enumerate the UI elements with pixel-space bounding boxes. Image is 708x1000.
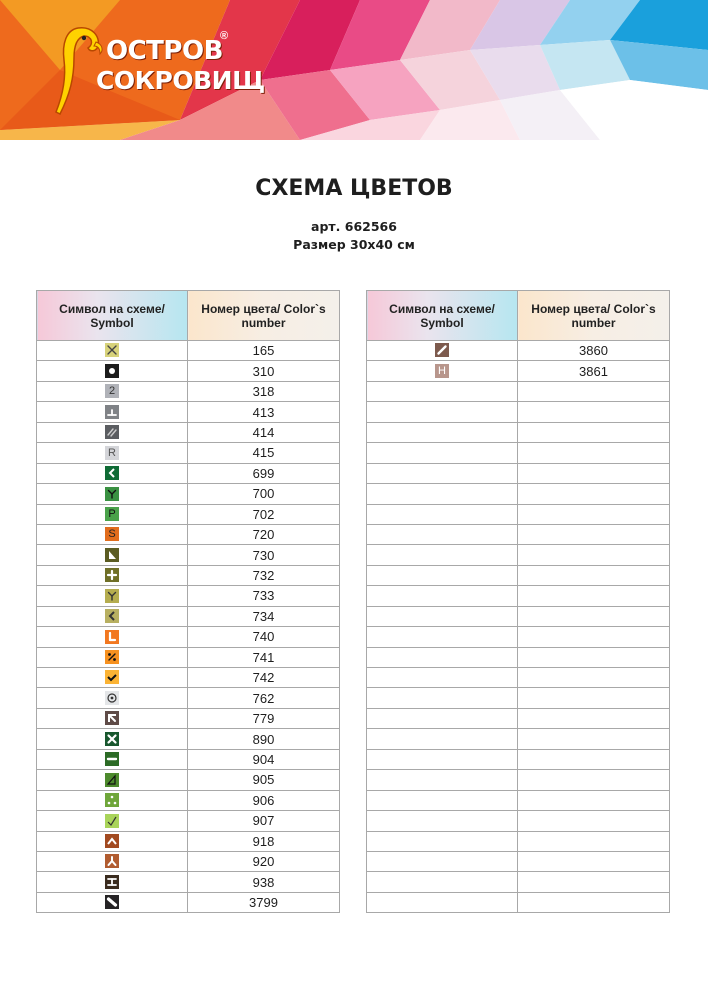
empty-row xyxy=(367,831,670,851)
symbol-cell xyxy=(37,708,188,728)
y-shape-icon xyxy=(105,589,119,603)
table-row xyxy=(37,790,340,810)
table-row xyxy=(37,402,340,422)
color-number-cell xyxy=(518,668,670,688)
color-number-cell: 700 xyxy=(188,484,340,504)
table-row xyxy=(37,606,340,626)
color-number-cell: 318 xyxy=(188,381,340,401)
symbol-cell xyxy=(367,668,518,688)
color-number-cell xyxy=(518,586,670,606)
header-banner xyxy=(0,0,708,140)
symbol-cell xyxy=(367,484,518,504)
table-row xyxy=(37,647,340,667)
symbol-cell xyxy=(37,463,188,483)
table-row xyxy=(367,361,670,381)
empty-row xyxy=(367,422,670,442)
empty-row xyxy=(367,524,670,544)
symbol-cell xyxy=(367,381,518,401)
symbol-cell xyxy=(367,688,518,708)
table-row xyxy=(37,565,340,585)
symbol-cell xyxy=(37,831,188,851)
chevron-left-icon xyxy=(105,466,119,480)
empty-row xyxy=(367,443,670,463)
symbol-cell xyxy=(37,627,188,647)
table-row xyxy=(37,811,340,831)
symbol-cell xyxy=(37,504,188,524)
color-number-cell xyxy=(518,790,670,810)
color-number-cell xyxy=(518,708,670,728)
article-number: арт. 662566 xyxy=(311,219,397,234)
empty-row xyxy=(367,402,670,422)
color-number-cell: 906 xyxy=(188,790,340,810)
table-row xyxy=(37,422,340,442)
number-column-header: Номер цвета/ Color`s number xyxy=(518,291,670,341)
symbol-cell xyxy=(37,851,188,871)
chevron-left-icon xyxy=(105,609,119,623)
color-number-cell xyxy=(518,402,670,422)
symbol-cell xyxy=(37,524,188,544)
symbol-cell xyxy=(367,422,518,442)
empty-row xyxy=(367,647,670,667)
color-number-cell xyxy=(518,647,670,667)
small-triangle-icon xyxy=(105,773,119,787)
empty-row xyxy=(367,872,670,892)
empty-row xyxy=(367,627,670,647)
symbol-cell xyxy=(367,892,518,912)
color-number-cell: 165 xyxy=(188,341,340,361)
tri-dot-icon xyxy=(105,854,119,868)
symbol-cell xyxy=(367,402,518,422)
color-number-cell xyxy=(518,729,670,749)
empty-row xyxy=(367,811,670,831)
table-row xyxy=(37,708,340,728)
empty-row xyxy=(367,668,670,688)
symbol-cell xyxy=(367,811,518,831)
color-number-cell: 779 xyxy=(188,708,340,728)
symbol-cell xyxy=(37,341,188,361)
empty-row xyxy=(367,606,670,626)
table-row xyxy=(37,892,340,912)
symbol-cell xyxy=(367,361,518,381)
table-row xyxy=(37,770,340,790)
symbol-cell xyxy=(37,545,188,565)
symbol-cell xyxy=(367,770,518,790)
symbol-cell xyxy=(367,545,518,565)
table-row xyxy=(37,381,340,401)
symbol-cell xyxy=(367,708,518,728)
registered-mark: ® xyxy=(220,30,229,42)
symbol-cell xyxy=(37,565,188,585)
color-number-cell xyxy=(518,831,670,851)
color-number-cell xyxy=(518,811,670,831)
color-number-cell: 907 xyxy=(188,811,340,831)
color-table-left xyxy=(36,290,340,913)
color-number-cell: 734 xyxy=(188,606,340,626)
table-row xyxy=(37,341,340,361)
number-column-header: Номер цвета/ Color`s number xyxy=(188,291,340,341)
table-row xyxy=(37,524,340,544)
color-table-right xyxy=(366,290,670,913)
table-row xyxy=(37,443,340,463)
color-number-cell xyxy=(518,463,670,483)
color-number-cell xyxy=(518,484,670,504)
color-number-cell xyxy=(518,770,670,790)
symbol-cell xyxy=(37,443,188,463)
table-row xyxy=(37,586,340,606)
color-number-cell xyxy=(518,381,670,401)
color-number-cell: 920 xyxy=(188,851,340,871)
symbol-cell xyxy=(37,422,188,442)
empty-row xyxy=(367,504,670,524)
cross-icon xyxy=(105,343,119,357)
percent-icon xyxy=(105,650,119,664)
symbol-cell xyxy=(37,647,188,667)
symbol-cell xyxy=(37,790,188,810)
symbol-swatch: H xyxy=(435,364,449,378)
symbol-swatch: 2 xyxy=(105,384,119,398)
table-row xyxy=(37,872,340,892)
color-number-cell xyxy=(518,627,670,647)
symbol-cell xyxy=(37,892,188,912)
empty-row xyxy=(367,381,670,401)
ring-icon xyxy=(105,691,119,705)
color-number-cell xyxy=(518,565,670,585)
color-number-cell: 918 xyxy=(188,831,340,851)
color-number-cell: 699 xyxy=(188,463,340,483)
symbol-cell xyxy=(367,872,518,892)
checkmark-icon xyxy=(105,814,119,828)
empty-row xyxy=(367,892,670,912)
symbol-cell xyxy=(367,647,518,667)
empty-row xyxy=(367,708,670,728)
empty-row xyxy=(367,749,670,769)
symbol-cell xyxy=(37,381,188,401)
color-number-cell: 3799 xyxy=(188,892,340,912)
triangle-icon xyxy=(105,548,119,562)
symbol-cell xyxy=(367,790,518,810)
symbol-cell xyxy=(367,565,518,585)
t-shape-icon xyxy=(105,405,119,419)
color-number-cell: 720 xyxy=(188,524,340,544)
pen-icon xyxy=(435,343,449,357)
color-number-cell xyxy=(518,749,670,769)
symbol-cell xyxy=(37,729,188,749)
symbol-cell xyxy=(37,749,188,769)
empty-row xyxy=(367,565,670,585)
three-dots-icon xyxy=(105,793,119,807)
table-row xyxy=(37,504,340,524)
color-number-cell: 415 xyxy=(188,443,340,463)
empty-row xyxy=(367,729,670,749)
color-number-cell: 904 xyxy=(188,749,340,769)
color-number-cell: 742 xyxy=(188,668,340,688)
table-row xyxy=(37,729,340,749)
table-row xyxy=(37,627,340,647)
symbol-cell xyxy=(367,627,518,647)
table-row xyxy=(37,361,340,381)
color-number-cell: 938 xyxy=(188,872,340,892)
symbol-cell xyxy=(37,811,188,831)
symbol-cell xyxy=(37,484,188,504)
symbol-cell xyxy=(367,341,518,361)
color-number-cell: 762 xyxy=(188,688,340,708)
symbol-cell xyxy=(367,504,518,524)
symbol-cell xyxy=(37,586,188,606)
color-number-cell: 3860 xyxy=(518,341,670,361)
color-number-cell: 740 xyxy=(188,627,340,647)
empty-row xyxy=(367,484,670,504)
color-number-cell: 414 xyxy=(188,422,340,442)
color-number-cell xyxy=(518,524,670,544)
color-number-cell xyxy=(518,504,670,524)
color-number-cell: 730 xyxy=(188,545,340,565)
x-icon xyxy=(105,732,119,746)
diagonal-icon xyxy=(105,895,119,909)
brand-name-line1: ОСТРОВ xyxy=(106,36,223,66)
canvas-size: Размер 30х40 см xyxy=(293,237,415,252)
symbol-swatch: P xyxy=(105,507,119,521)
table-row xyxy=(37,668,340,688)
symbol-cell xyxy=(37,688,188,708)
symbol-swatch: R xyxy=(105,446,119,460)
color-number-cell xyxy=(518,606,670,626)
page-title: СХЕМА ЦВЕТОВ xyxy=(255,176,453,201)
empty-row xyxy=(367,851,670,871)
table-row xyxy=(37,545,340,565)
color-number-cell: 310 xyxy=(188,361,340,381)
color-number-cell xyxy=(518,443,670,463)
symbol-cell xyxy=(367,851,518,871)
symbol-cell xyxy=(367,749,518,769)
symbol-cell xyxy=(37,872,188,892)
color-number-cell xyxy=(518,545,670,565)
empty-row xyxy=(367,463,670,483)
double-slash-icon xyxy=(105,425,119,439)
color-number-cell xyxy=(518,892,670,912)
color-number-cell: 702 xyxy=(188,504,340,524)
color-number-cell: 413 xyxy=(188,402,340,422)
symbol-cell xyxy=(37,402,188,422)
y-shape-icon xyxy=(105,487,119,501)
color-number-cell: 890 xyxy=(188,729,340,749)
symbol-cell xyxy=(367,606,518,626)
color-number-cell xyxy=(518,851,670,871)
empty-row xyxy=(367,545,670,565)
symbol-swatch: S xyxy=(105,527,119,541)
symbol-cell xyxy=(37,770,188,790)
empty-row xyxy=(367,688,670,708)
color-number-cell xyxy=(518,422,670,442)
symbol-column-header: Символ на схеме/ Symbol xyxy=(367,291,518,341)
symbol-cell xyxy=(367,524,518,544)
minus-icon xyxy=(105,752,119,766)
symbol-cell xyxy=(367,463,518,483)
color-number-cell xyxy=(518,872,670,892)
plus-icon xyxy=(105,568,119,582)
corner-icon xyxy=(105,630,119,644)
symbol-cell xyxy=(367,729,518,749)
empty-row xyxy=(367,586,670,606)
table-row xyxy=(37,831,340,851)
color-number-cell: 741 xyxy=(188,647,340,667)
symbol-cell xyxy=(37,606,188,626)
caret-up-icon xyxy=(105,834,119,848)
check-icon xyxy=(105,670,119,684)
empty-row xyxy=(367,790,670,810)
symbol-cell xyxy=(37,668,188,688)
color-number-cell: 3861 xyxy=(518,361,670,381)
i-beam-icon xyxy=(105,875,119,889)
symbol-cell xyxy=(367,443,518,463)
symbol-cell xyxy=(367,831,518,851)
table-row xyxy=(37,749,340,769)
color-number-cell: 732 xyxy=(188,565,340,585)
empty-row xyxy=(367,770,670,790)
dot-icon xyxy=(105,364,119,378)
brand-name-line2: СОКРОВИЩ xyxy=(96,66,265,95)
symbol-cell xyxy=(367,586,518,606)
symbol-column-header: Символ на схеме/ Symbol xyxy=(37,291,188,341)
table-row xyxy=(367,341,670,361)
symbol-cell xyxy=(37,361,188,381)
color-number-cell: 733 xyxy=(188,586,340,606)
table-row xyxy=(37,688,340,708)
arrow-icon xyxy=(105,711,119,725)
brand-logo xyxy=(48,22,265,122)
color-number-cell: 905 xyxy=(188,770,340,790)
table-row xyxy=(37,851,340,871)
table-row xyxy=(37,463,340,483)
table-row xyxy=(37,484,340,504)
color-number-cell xyxy=(518,688,670,708)
